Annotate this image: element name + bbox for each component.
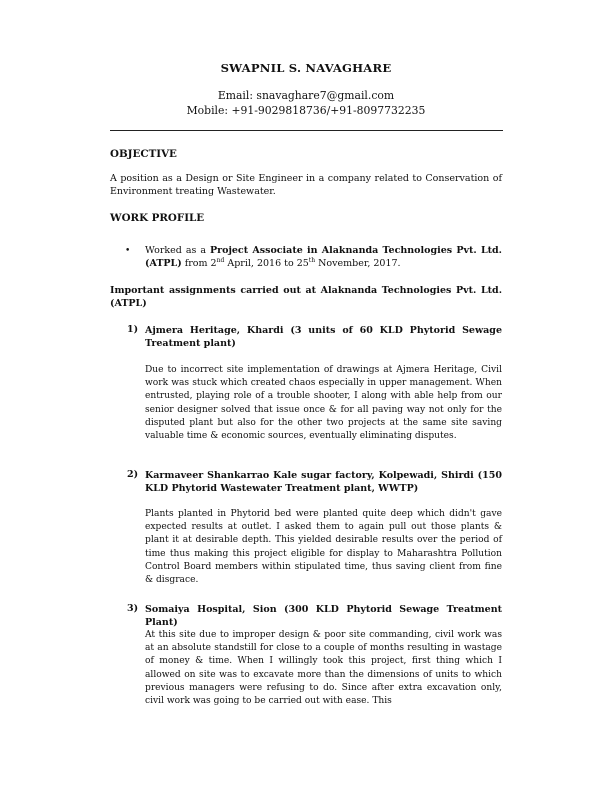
bullet-role: Project Associate in Alaknanda Technologies Pvt. Ltd. (ATPL) — [145, 245, 502, 270]
objective-heading: OBJECTIVE — [110, 148, 177, 160]
item-description: Plants planted in Phytorid bed were planted quite deep which didn't gave expected results at outlet. I asked them to again pull out those plants & plant it at desirable depth. This yielded desirable results over the period of time thus making this project eligible for display to Maharashtra Pollution Control Board members within stipulated time, thus saving client from fine & disgrace. — [145, 509, 502, 586]
bullet-prefix: Worked as a — [145, 245, 210, 256]
item-number: 2) — [127, 469, 139, 480]
item-number: 3) — [127, 603, 139, 614]
item-title: Somaiya Hospital, Sion (300 KLD Phytorid Sewage Treatment Plant) — [145, 604, 502, 629]
bullet-from: from 2 — [181, 258, 217, 270]
bullet-from-rest: April, 2016 to 25 — [224, 258, 309, 270]
work-profile-heading: WORK PROFILE — [110, 212, 205, 224]
item-description: Due to incorrect site implementation of drawings at Ajmera Heritage, Civil work was stuck which created chaos especially in upper management. When entrusted, playing role of a trouble shooter, I along with able help from our senior designer solved that issue once & for all paving way not only for the disputed plant but also for the other two projects at the same site saving valuable time & economic sources, eventually eliminating disputes. — [145, 365, 502, 442]
bullet-from-sup: nd — [216, 257, 225, 265]
mobile-line: Mobile: +91-9029818736/+91-8097732235 — [186, 104, 426, 117]
header-divider — [110, 130, 503, 131]
assignments-heading: Important assignments carried out at Alaknanda Technologies Pvt. Ltd. (ATPL) — [110, 285, 502, 310]
item-title: Karmaveer Shankarrao Kale sugar factory, Kolpewadi, Shirdi (150 KLD Phytorid Wastewater Treatment plant, WWTP) — [145, 470, 502, 495]
item-description: At this site due to improper design & poor site commanding, civil work was at an absolute standstill for close to a couple of months resulting in wastage of money & time. When I willingly took this project, first thing which I allowed on site was to excavate more than the dimensions of units to which previous managers were refusing to do. Since after extra excavation only, civil work was going to be carried out with ease. This — [145, 630, 502, 707]
candidate-name: SWAPNIL S. NAVAGHARE — [220, 61, 392, 75]
bullet-to-rest: November, 2017. — [315, 258, 401, 270]
item-title: Ajmera Heritage, Khardi (3 units of 60 KLD Phytorid Sewage Treatment plant) — [145, 325, 502, 350]
objective-text: A position as a Design or Site Engineer in a company related to Conservation of Environment treating Wastewater. — [110, 173, 502, 198]
bullet-icon: • — [125, 246, 131, 256]
bullet-to-sup: th — [308, 257, 316, 265]
email-line: Email: snavaghare7@gmail.com — [217, 89, 395, 102]
item-number: 1) — [127, 324, 139, 335]
work-profile-bullet — [145, 244, 502, 271]
